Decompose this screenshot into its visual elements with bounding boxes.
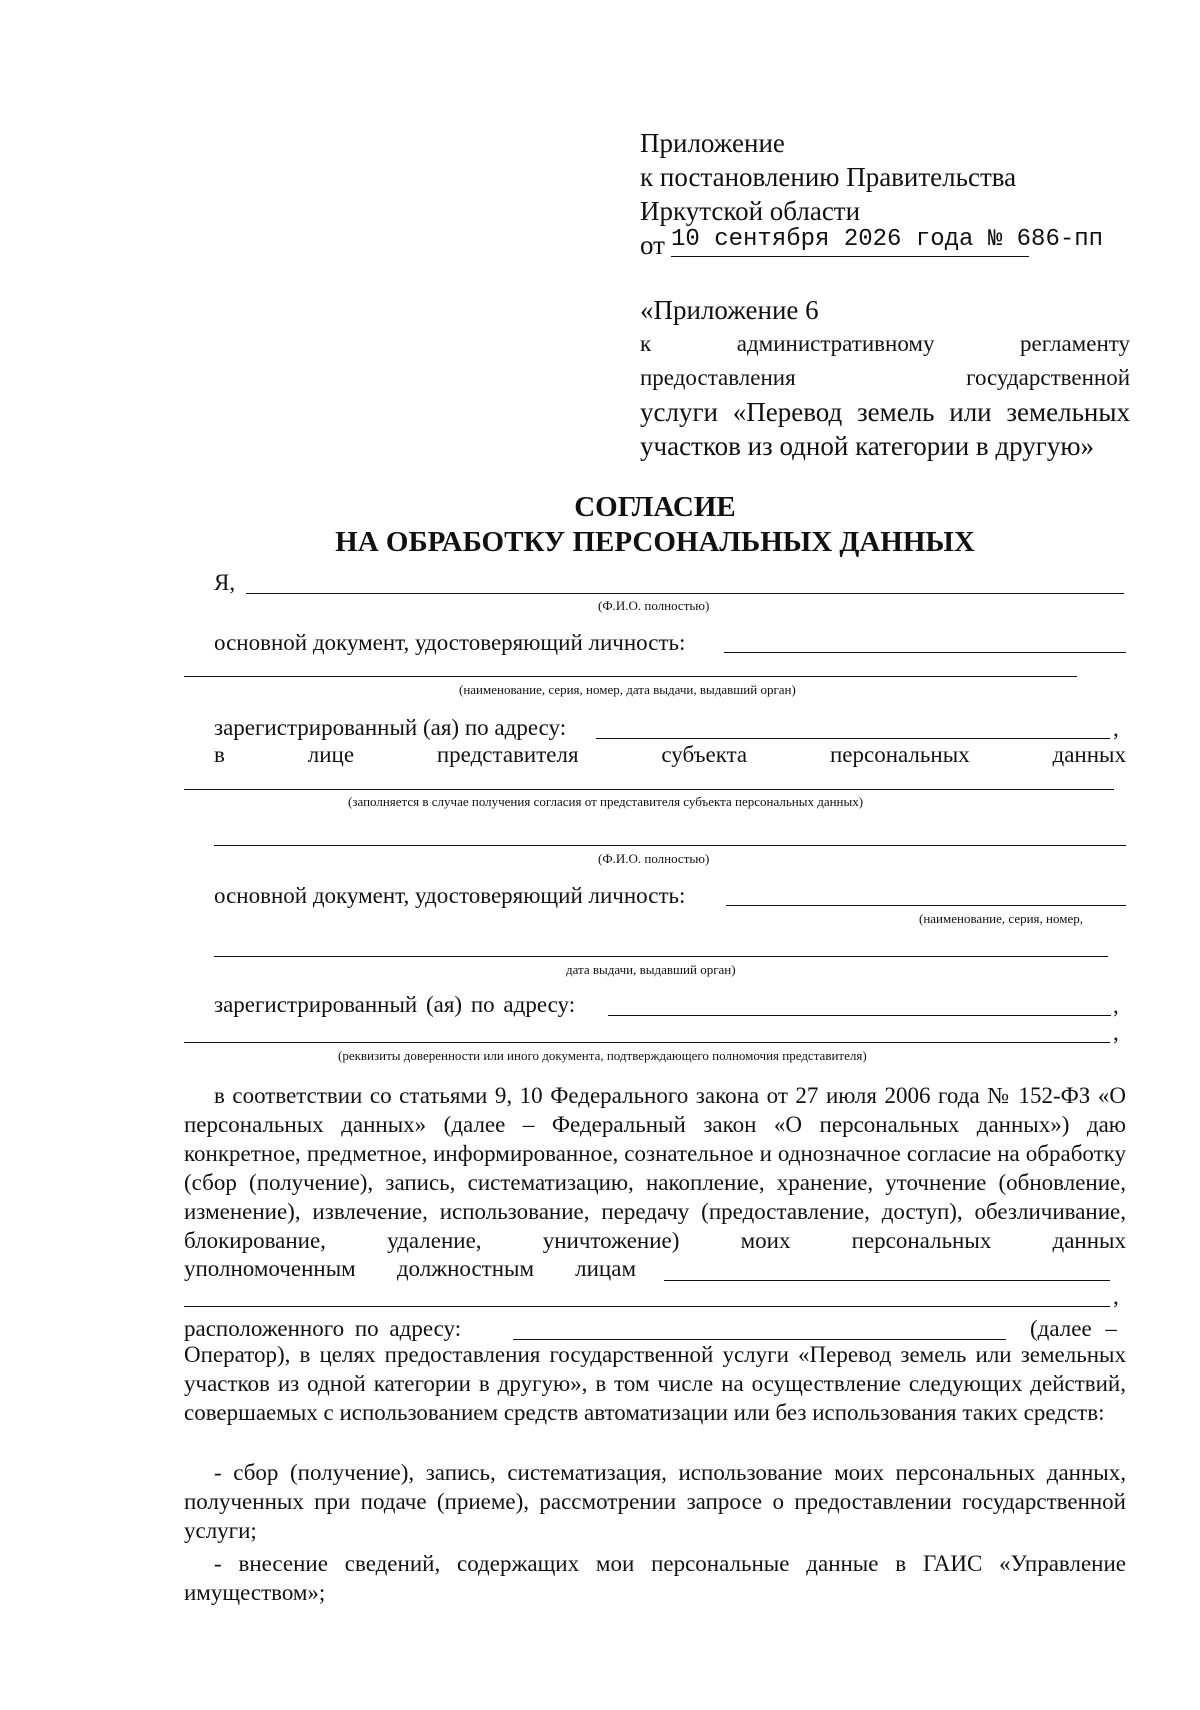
appendix-line-3 xyxy=(640,361,1130,395)
header-line-2: к постановлению Правительства xyxy=(640,162,1017,192)
header-date-prefix: от xyxy=(640,230,665,260)
representative-line xyxy=(214,742,1126,768)
rep-doc-hint-1: (наименование, серия, номер, xyxy=(919,911,1083,926)
officials-field[interactable] xyxy=(664,1280,1110,1281)
header-line-1: Приложение xyxy=(640,128,785,158)
appendix-line-1: «Приложение 6 xyxy=(640,295,819,325)
rep-fio-hint: (Ф.И.О. полностью) xyxy=(598,851,710,866)
appendix-word: регламенту xyxy=(1020,331,1130,356)
document-title-line-2: НА ОБРАБОТКУ ПЕРСОНАЛЬНЫХ ДАННЫХ xyxy=(335,526,975,558)
rep-hint: (заполняется в случае получения согласия от представителя субъекта персональных данных) xyxy=(348,794,864,809)
reg-field[interactable] xyxy=(596,738,1110,739)
appendix-word: к xyxy=(640,331,652,356)
fio-hint: (Ф.И.О. полностью) xyxy=(598,598,710,613)
action-item-1: - сбор (получение), запись, систематизация, использование моих персональных данных, полученных при подаче (приеме), рассмотрении запросе о предоставлении государственной услуги; xyxy=(184,1460,1126,1543)
date-underline xyxy=(671,256,1029,257)
doc-label: основной документ, удостоверяющий личность: xyxy=(214,630,686,655)
rep-word: в xyxy=(214,742,225,767)
appendix-word: государственной xyxy=(966,365,1130,390)
officials-field-continued[interactable] xyxy=(184,1306,1110,1307)
appendix-line-5: участков из одной категории в другую» xyxy=(640,431,1095,461)
appendix-line-4: услуги «Перевод земель или земельных xyxy=(640,397,1130,427)
located-tail: (далее – xyxy=(1030,1316,1117,1341)
header-date-value: 10 сентября 2026 года № 686-пп xyxy=(671,226,1104,253)
appendix-word: предоставления xyxy=(640,365,796,390)
rep-doc-field-continued[interactable] xyxy=(214,956,1108,957)
located-label: расположенного по адресу: xyxy=(184,1316,462,1341)
operator-paragraph: Оператор), в целях предоставления государственной услуги «Перевод земель или земельных участков из одной категории в другую», в том числе на осуществление следующих действий, совершаемых с использованием средств автоматизации или без использования таких средств: xyxy=(184,1342,1126,1425)
consent-paragraph-last-line xyxy=(184,1256,636,1282)
rep-reg-comma: , xyxy=(1113,993,1119,1018)
rep-reg-label: зарегистрированный (ая) по адресу: xyxy=(214,992,576,1017)
officials-comma: , xyxy=(1113,1284,1119,1309)
rep-word: данных xyxy=(1052,742,1126,767)
power-hint: (реквизиты доверенности или иного документа, подтверждающего полномочия представителя) xyxy=(338,1048,867,1063)
rep-doc-field[interactable] xyxy=(726,905,1126,906)
appendix-line-2 xyxy=(640,327,1130,361)
power-field[interactable] xyxy=(184,1042,1110,1043)
rep-word: лице xyxy=(307,742,355,767)
rep-word: персональных xyxy=(829,742,970,767)
appendix-word: административному xyxy=(736,331,935,356)
doc-field[interactable] xyxy=(724,652,1126,653)
power-comma: , xyxy=(1113,1020,1119,1045)
rep-field[interactable] xyxy=(184,789,1114,790)
rep-reg-field[interactable] xyxy=(608,1015,1111,1016)
consent-word: лицам xyxy=(575,1256,636,1281)
header-line-3: Иркутской области xyxy=(640,196,861,226)
doc-field-continued[interactable] xyxy=(184,676,1077,677)
rep-word: представителя xyxy=(436,742,579,767)
consent-paragraph: в соответствии со статьями 9, 10 Федерального закона от 27 июля 2006 года № 152-ФЗ «О персональных данных» (далее – Федеральный закон «О персональных данных») даю конкретное, предметное, информированное, сознательное и однозначное согласие на обработку (сбор (получение), запись, систематизацию, накопление, хранение, уточнение (обновление, изменение), извлечение, использование, передачу (предоставление, доступ), обезличивание, блокирование, удаление, уничтожение) моих персональных данных xyxy=(184,1083,1126,1253)
document-title-line-1: СОГЛАСИЕ xyxy=(574,491,736,523)
rep-word: субъекта xyxy=(661,742,748,767)
reg-comma: , xyxy=(1113,716,1119,741)
action-item-2: - внесение сведений, содержащих мои персональные данные в ГАИС «Управление имуществом»; xyxy=(184,1551,1126,1605)
rep-fio-field[interactable] xyxy=(214,845,1126,846)
fio-field[interactable] xyxy=(246,593,1124,594)
rep-doc-label: основной документ, удостоверяющий личность: xyxy=(214,883,686,908)
doc-hint: (наименование, серия, номер, дата выдачи, выдавший орган) xyxy=(459,682,796,697)
rep-doc-hint-2: дата выдачи, выдавший орган) xyxy=(566,962,736,977)
consent-word: должностным xyxy=(396,1256,535,1281)
reg-label: зарегистрированный (ая) по адресу: xyxy=(214,715,567,740)
ya-label: Я, xyxy=(214,570,236,595)
consent-word: уполномоченным xyxy=(184,1256,356,1281)
